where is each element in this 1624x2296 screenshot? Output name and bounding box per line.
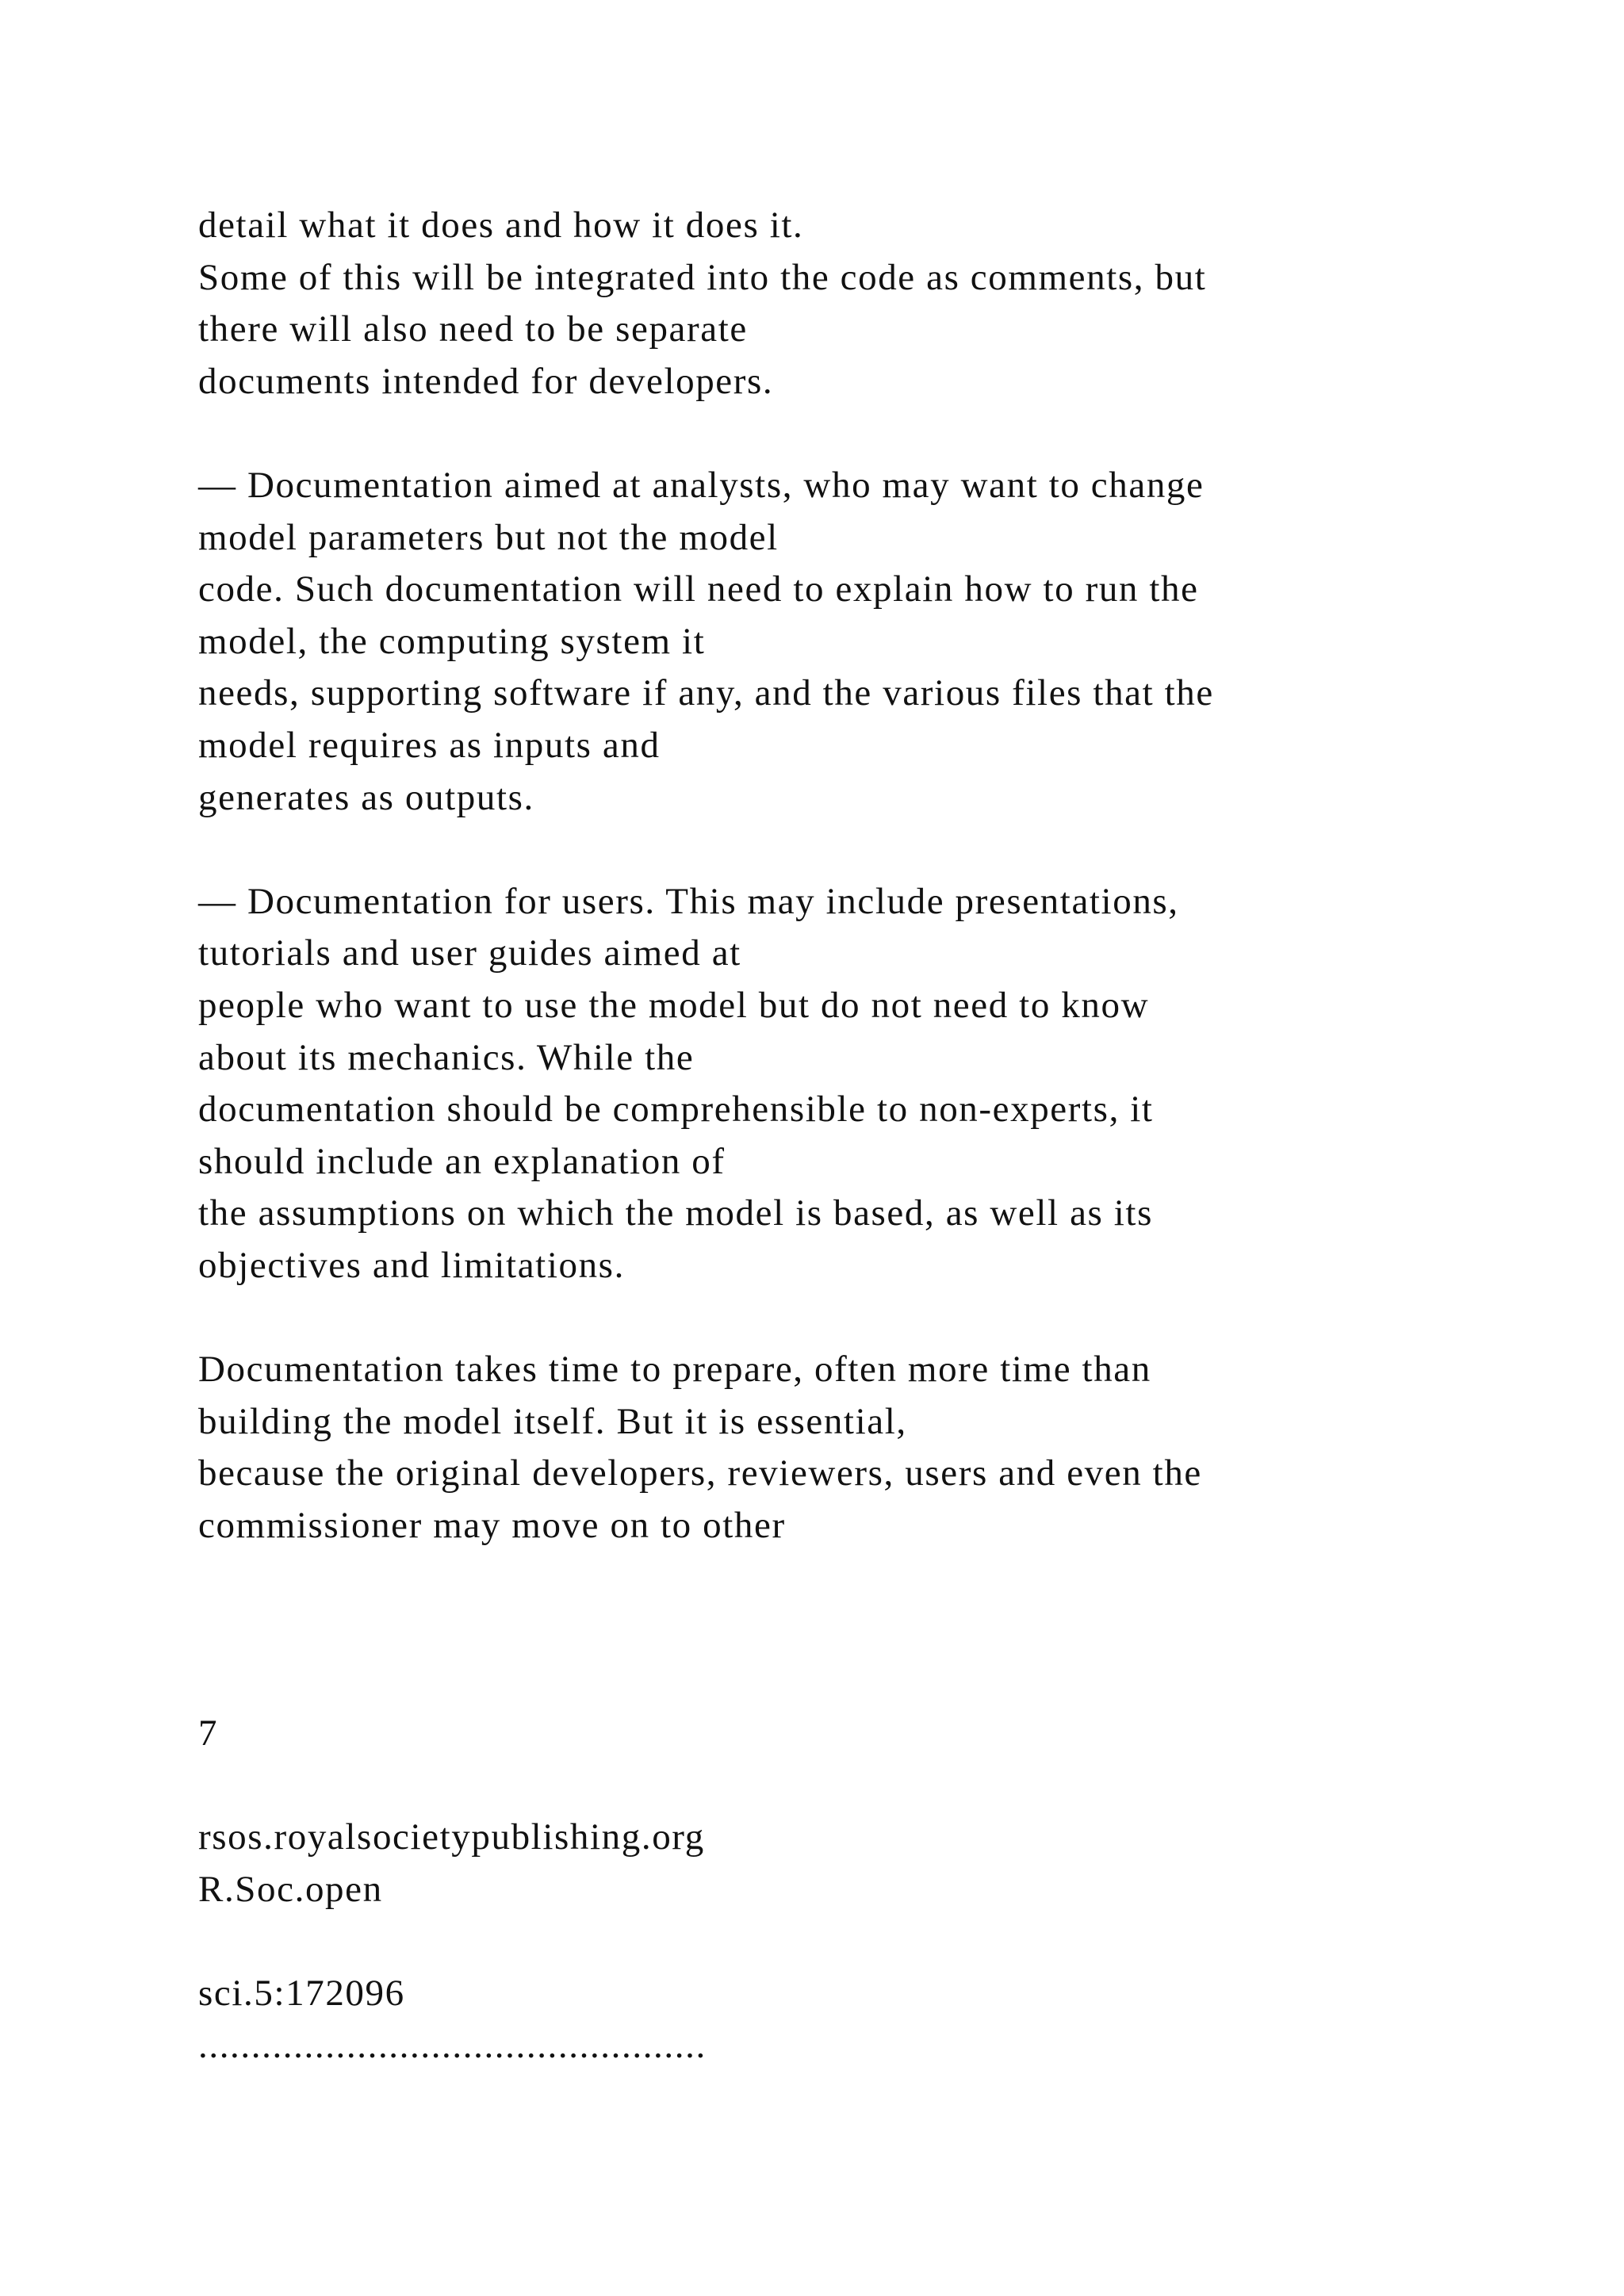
text-line: building the model itself. But it is essential, — [198, 1400, 907, 1442]
journal-citation: sci.5:172096 — [198, 1973, 405, 2015]
text-line: needs, supporting software if any, and the various files that the — [198, 672, 1214, 714]
blank-line — [198, 1552, 1546, 1604]
text-line: — Documentation for users. This may include presentations, — [198, 880, 1179, 922]
text-line: people who want to use the model but do not need to know — [198, 984, 1150, 1026]
text-line: — Documentation aimed at analysts, who may want to change — [198, 464, 1205, 506]
blank-line — [198, 1760, 1546, 1812]
text-line: about its mechanics. While the — [198, 1036, 695, 1078]
text-line: tutorials and user guides aimed at — [198, 932, 741, 974]
text-line: detail what it does and how it does it. — [198, 205, 804, 246]
blank-line — [198, 1656, 1546, 1709]
text-line: documents intended for developers. — [198, 360, 774, 402]
blank-line — [198, 408, 1546, 460]
text-line: model requires as inputs and — [198, 724, 661, 766]
text-line: generates as outputs. — [198, 776, 534, 818]
text-line: there will also need to be separate — [198, 308, 748, 350]
blank-line — [198, 1604, 1546, 1656]
text-line: commissioner may move on to other — [198, 1504, 786, 1546]
text-line: Some of this will be integrated into the code as comments, but — [198, 256, 1207, 298]
text-line: the assumptions on which the model is based, as well as its — [198, 1192, 1153, 1234]
blank-line — [198, 824, 1546, 876]
dotted-rule: ................................................ — [198, 2024, 707, 2066]
text-line: should include an explanation of — [198, 1140, 726, 1182]
text-line: model parameters but not the model — [198, 516, 779, 558]
text-line: objectives and limitations. — [198, 1244, 625, 1286]
text-line: code. Such documentation will need to explain how to run the — [198, 568, 1199, 610]
text-line: because the original developers, reviewers, users and even the — [198, 1452, 1202, 1494]
journal-name: R.Soc.open — [198, 1869, 383, 1910]
blank-line — [198, 1916, 1546, 1969]
journal-url: rsos.royalsocietypublishing.org — [198, 1816, 705, 1858]
page-number: 7 — [198, 1712, 219, 1755]
document-text — [198, 200, 1546, 2072]
text-line: documentation should be comprehensible to non-experts, it — [198, 1089, 1154, 1131]
text-line: Documentation takes time to prepare, often more time than — [198, 1349, 1151, 1391]
text-line: model, the computing system it — [198, 620, 706, 662]
blank-line — [198, 1292, 1546, 1344]
